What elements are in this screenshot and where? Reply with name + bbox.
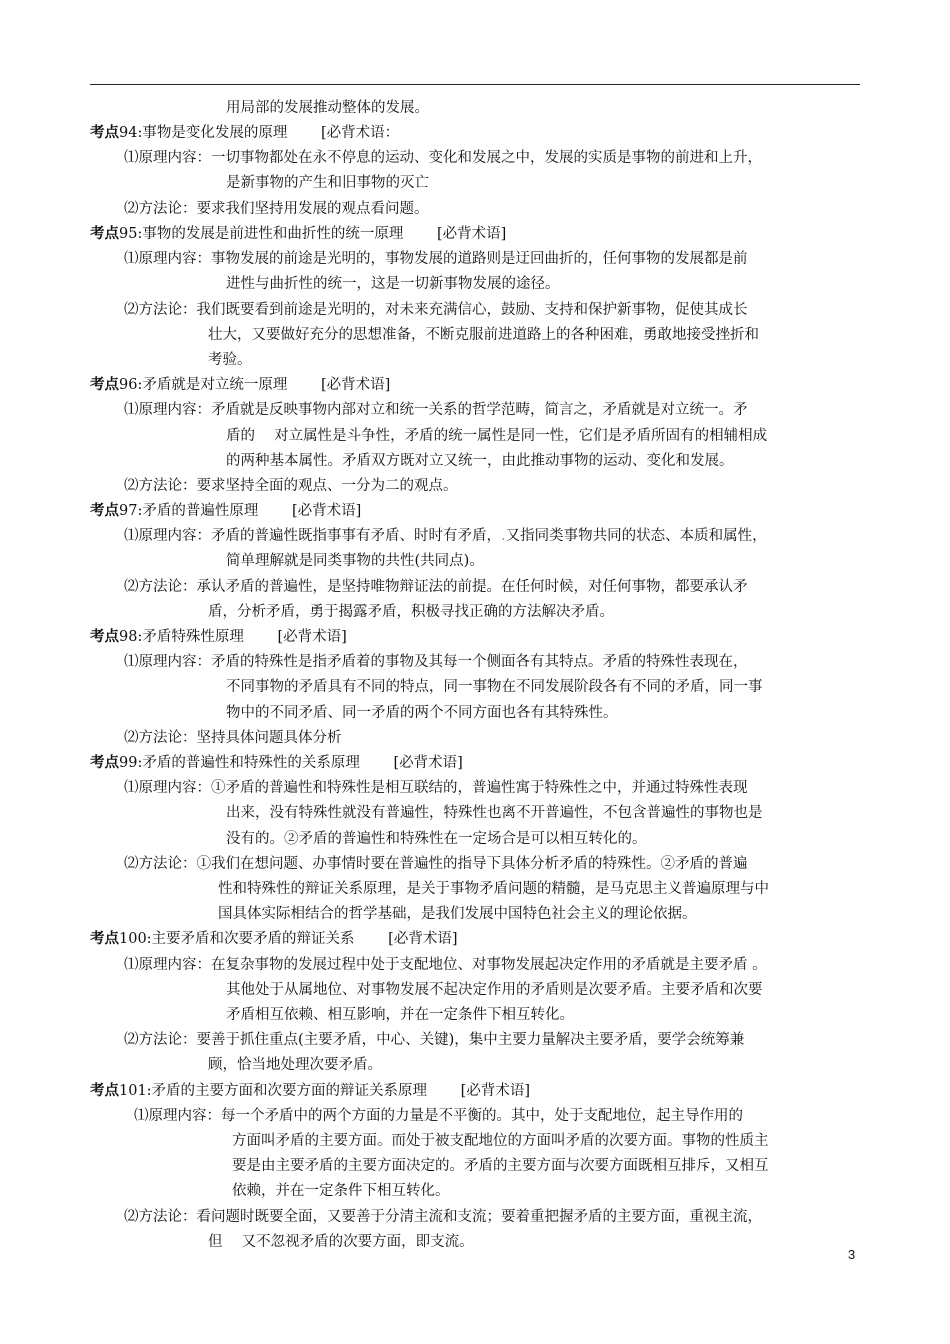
- text-line: ⑵方法论：承认矛盾的普遍性，是坚持唯物辩证法的前提。在任何时候，对任何事物，都要承认矛: [124, 579, 748, 595]
- text-line: 出来，没有特殊性就没有普遍性，特殊性也离不开普遍性，不包含普遍性的事物也是: [226, 805, 763, 821]
- text-line: ⑵方法论：要求我们坚持用发展的观点看问题。: [124, 201, 429, 217]
- text-line: ⑴原理内容：矛盾就是反映事物内部对立和统一关系的哲学范畴，简言之，矛盾就是对立统一。矛: [124, 402, 748, 418]
- section-heading-100: [90, 927, 457, 951]
- text-segment: ⑴原理内容：矛盾的普遍性既指事事有矛盾、时时有矛盾，: [124, 528, 501, 544]
- text-line: 其他处于从属地位、对事物发展不起决定作用的矛盾则是次要矛盾。主要矛盾和次要: [226, 982, 763, 998]
- text-line: ⑴原理内容：一切事物都处在永不停息的运动、变化和发展之中，发展的实质是事物的前进和上升，: [124, 150, 762, 166]
- header-rule: [90, 84, 860, 85]
- text-line: ⑴原理内容：在复杂事物的发展过程中处于支配地位、对事物发展起决定作用的矛盾就是主要矛盾 。: [124, 957, 767, 973]
- text-line: ⑴原理内容：每一个矛盾中的两个方面的力量是不平衡的。其中，处于支配地位，起主导作用的: [134, 1108, 743, 1124]
- heading-text: 98:矛盾特殊性原理 [必背术语]: [119, 629, 347, 645]
- kaodian-label: 考点: [90, 503, 119, 519]
- heading-text: 96:矛盾就是对立统一原理 [必背术语]: [119, 377, 391, 393]
- heading-text: 94:事物是变化发展的原理 [必背术语：: [119, 125, 400, 141]
- text-line: ⑵方法论：看问题时既要全面，又要善于分清主流和支流；要着重把握矛盾的主要方面，重视主流，: [124, 1209, 762, 1225]
- section-heading-95: [90, 222, 506, 246]
- kaodian-label: 考点: [90, 755, 119, 771]
- kaodian-label: 考点: [90, 377, 119, 393]
- text-line: 方面叫矛盾的主要方面。而处于被支配地位的方面叫矛盾的次要方面。事物的性质主: [232, 1133, 769, 1149]
- text-line: 的两种基本属性。矛盾双方既对立又统一，由此推动事物的运动、变化和发展。: [226, 453, 734, 469]
- section-heading-101: [90, 1079, 530, 1103]
- text-line: 简单理解就是同类事物的共性(共同点)。: [226, 553, 484, 569]
- heading-text: 100:主要矛盾和次要矛盾的辩证关系 [必背术语]: [119, 931, 458, 947]
- kaodian-label: 考点: [90, 629, 119, 645]
- section-heading-94: [90, 121, 399, 145]
- highlight-dot: .: [501, 528, 506, 544]
- text-line: 盾的 对立属性是斗争性，矛盾的统一属性是同一性，它们是矛盾所固有的相辅相成: [226, 428, 768, 444]
- heading-text: 95:事物的发展是前进性和曲折性的统一原理 [必背术语]: [119, 226, 507, 242]
- text-line: 没有的。②矛盾的普遍性和特殊性在一定场合是可以相互转化的。: [226, 831, 647, 847]
- text-line: 考验。: [208, 352, 252, 368]
- text-line: ⑵方法论：我们既要看到前途是光明的，对未来充满信心，鼓励、支持和保护新事物，促使其成长: [124, 302, 748, 318]
- text-line: 要是由主要矛盾的主要方面决定的。矛盾的主要方面与次要方面既相互排斥，又相互: [232, 1158, 769, 1174]
- text-line: ⑵方法论：①我们在想问题、办事情时要在普遍性的指导下具体分析矛盾的特殊性。②矛盾的普遍: [124, 856, 748, 872]
- section-heading-96: [90, 373, 390, 397]
- section-heading-99: [90, 751, 463, 775]
- text-line: ⑴原理内容：事物发展的前途是光明的，事物发展的道路则是迂回曲折的，任何事物的发展都是前: [124, 251, 748, 267]
- text-line: 国具体实际相结合的哲学基础，是我们发展中国特色社会主义的理论依据。: [218, 906, 697, 922]
- text-line: 壮大，又要做好充分的思想准备，不断克服前进道路上的各种困难，勇敢地接受挫折和: [208, 327, 759, 343]
- text-line: 但 又不忽视矛盾的次要方面，即支流。: [208, 1234, 474, 1250]
- text-line: 依赖，并在一定条件下相互转化。: [232, 1183, 450, 1199]
- text-line: ⑵方法论：要求坚持全面的观点、一分为二的观点。: [124, 478, 458, 494]
- text-segment: 又指同类事物共同的状态、本质和属性，: [505, 528, 767, 544]
- heading-text: 97:矛盾的普遍性原理 [必背术语]: [119, 503, 362, 519]
- text-line: 不同事物的矛盾具有不同的特点，同一事物在不同发展阶段各有不同的矛盾，同一事: [226, 679, 763, 695]
- section-heading-98: [90, 625, 347, 649]
- heading-text: 99:矛盾的普遍性和特殊性的关系原理 [必背术语]: [119, 755, 463, 771]
- kaodian-label: 考点: [90, 226, 119, 242]
- text-line: 矛盾相互依赖、相互影响，并在一定条件下相互转化。: [226, 1007, 574, 1023]
- text-line: ⑴原理内容：①矛盾的普遍性和特殊性是相互联结的，普遍性寓于特殊性之中，并通过特殊性表现: [124, 780, 748, 796]
- kaodian-label: 考点: [90, 1083, 119, 1099]
- text-line: 用局部的发展推动整体的发展。: [226, 100, 429, 116]
- text-line: ⑴原理内容：矛盾的特殊性是指矛盾着的事物及其每一个侧面各有其特点。矛盾的特殊性表现在，: [124, 654, 748, 670]
- text-line: 盾，分析矛盾，勇于揭露矛盾，积极寻找正确的方法解决矛盾。: [208, 604, 614, 620]
- text-line: ⑵方法论：要善于抓住重点(主要矛盾，中心、关键)，集中主要力量解决主要矛盾，要学会统筹兼: [124, 1032, 745, 1048]
- text-line: 性和特殊性的辩证关系原理，是关于事物矛盾问题的精髓，是马克思主义普遍原理与中: [218, 881, 769, 897]
- heading-text: 101:矛盾的主要方面和次要方面的辩证关系原理 [必背术语]: [119, 1083, 530, 1099]
- text-line: 顾，恰当地处理次要矛盾。: [208, 1057, 382, 1073]
- text-line: 进性与曲折性的统一，这是一切新事物发展的途径。: [226, 276, 560, 292]
- page-number: 3: [848, 1247, 856, 1262]
- section-heading-97: [90, 499, 361, 523]
- text-line: 是新事物的产生和旧事物的灭亡: [226, 175, 429, 191]
- text-line: [124, 524, 767, 548]
- text-line: 物中的不同矛盾、同一矛盾的两个不同方面也各有其特殊性。: [226, 705, 618, 721]
- kaodian-label: 考点: [90, 125, 119, 141]
- kaodian-label: 考点: [90, 931, 119, 947]
- text-line: ⑵方法论：坚持具体问题具体分析: [124, 730, 342, 746]
